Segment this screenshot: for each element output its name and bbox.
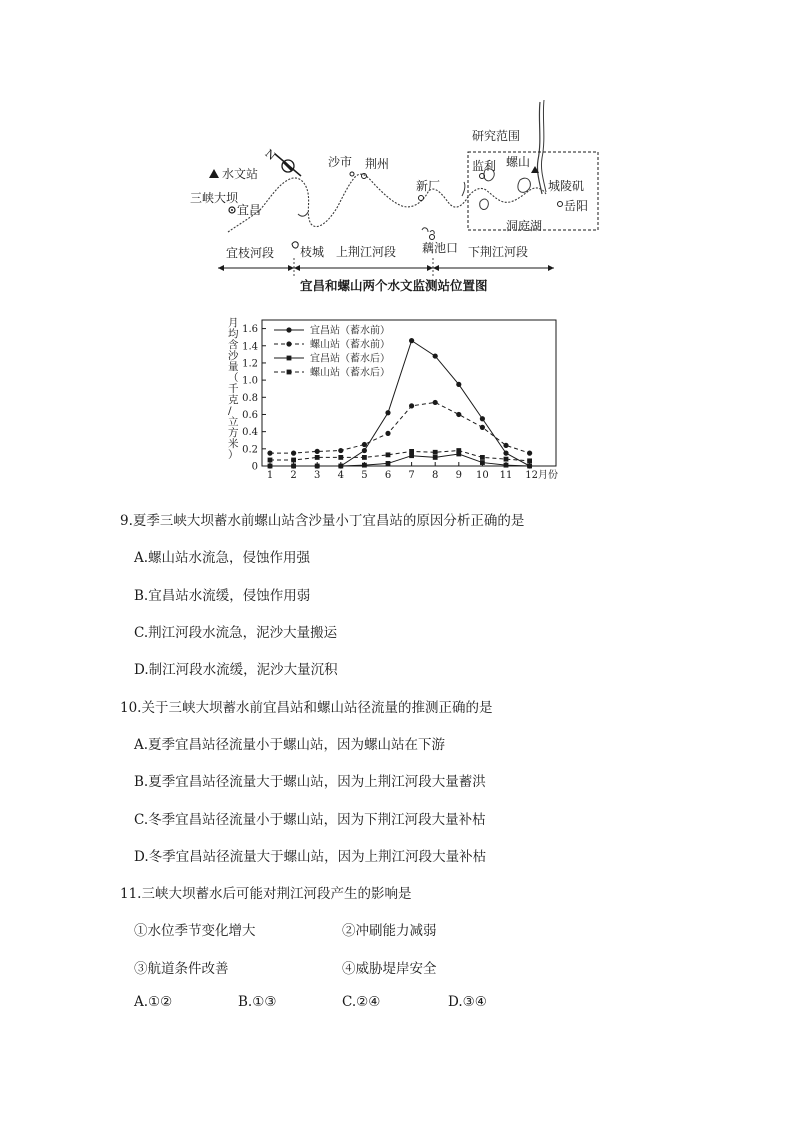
luoshan-label: 螺山 <box>506 155 531 169</box>
data-point <box>527 451 532 456</box>
yichang-label: 宜昌 <box>237 203 262 217</box>
y-tick-label: 0 <box>251 461 258 473</box>
question-11-item-4: ④威胁堤岸安全 <box>342 961 437 977</box>
data-point <box>338 464 343 469</box>
data-point <box>386 461 391 466</box>
question-11-item-3: ③航道条件改善 <box>134 961 229 977</box>
compass-icon <box>262 147 301 176</box>
y-axis-label: 月均含沙量（千克/立方米） <box>228 317 239 461</box>
data-point <box>456 448 461 453</box>
y-tick-label: 1.4 <box>242 341 258 353</box>
question-9-option-b[interactable]: B.宜昌站水流缓，侵蚀作用弱 <box>134 588 311 604</box>
station-location-map <box>180 90 589 300</box>
x-tick-label: 1 <box>266 470 274 481</box>
data-point <box>504 463 509 468</box>
station-triangle-icon <box>209 169 219 178</box>
legend-marker <box>287 370 292 375</box>
data-point <box>480 460 485 465</box>
question-11-option-b[interactable]: B.①③ <box>238 994 277 1010</box>
xinchang-label: 新厂 <box>416 179 441 193</box>
jianli-label: 监利 <box>472 159 497 173</box>
question-10-option-b[interactable]: B.夏季宜昌站径流量大于螺山站，因为上荆江河段大量蓄洪 <box>134 774 486 790</box>
dongtinghu-label: 洞庭湖 <box>506 219 543 233</box>
question-9-option-d[interactable]: D.制江河段水流缓，泥沙大量沉积 <box>134 662 338 678</box>
x-tick-label: 3 <box>314 470 321 481</box>
y-tick-label: 0.2 <box>242 444 258 456</box>
legend-marker <box>286 327 291 332</box>
data-point <box>268 464 273 469</box>
segment-axis <box>218 258 554 276</box>
question-10-option-c[interactable]: C.冬季宜昌站径流量小于螺山站，因为下荆江河段大量补枯 <box>134 812 486 828</box>
data-point <box>527 464 532 469</box>
data-point <box>480 455 485 460</box>
yueyang-label: 岳阳 <box>564 199 589 213</box>
chenglingji-label: 城陵矶 <box>548 179 585 193</box>
data-point <box>385 431 390 436</box>
x-tick-label: 5 <box>361 470 368 481</box>
data-point <box>338 448 343 453</box>
segment-yizhi-label: 宜枝河段 <box>226 246 275 260</box>
segment-lower-jingjiang-label: 下荆江河段 <box>468 245 529 259</box>
data-point <box>386 452 391 457</box>
x-tick-label: 10 <box>476 470 489 481</box>
data-point <box>433 450 438 455</box>
data-point <box>267 451 272 456</box>
zhicheng-label: 枝城 <box>300 245 325 259</box>
question-9-option-c[interactable]: C.荆江河段水流急，泥沙大量搬运 <box>134 625 338 641</box>
data-point <box>362 455 367 460</box>
legend-label: 宜昌站（蓄水前） <box>310 325 390 337</box>
x-tick-label: 4 <box>337 470 344 481</box>
data-point <box>315 455 320 460</box>
data-point <box>362 442 367 447</box>
oukou-label: 藕池口 <box>422 241 459 255</box>
data-point <box>409 338 414 343</box>
river-line <box>228 174 546 232</box>
data-point <box>433 400 438 405</box>
question-11-option-d[interactable]: D.③④ <box>448 994 487 1010</box>
svg-text:N: N <box>262 146 279 163</box>
data-point <box>291 451 296 456</box>
data-point <box>385 410 390 415</box>
question-10-option-a[interactable]: A.夏季宜昌站径流量小于螺山站，因为螺山站在下游 <box>134 737 446 753</box>
y-tick-label: 1.0 <box>242 375 258 387</box>
segment-upper-jingjiang-label: 上荆江河段 <box>336 245 397 259</box>
question-11-option-c[interactable]: C.②④ <box>342 994 381 1010</box>
y-tick-label: 0.4 <box>242 427 258 439</box>
question-10-option-d[interactable]: D.冬季宜昌站径流量大于螺山站，因为上荆江河段大量补枯 <box>134 849 487 865</box>
x-tick-label: 6 <box>384 470 392 481</box>
question-11-item-2: ②冲刷能力减弱 <box>342 923 437 939</box>
sediment-line-chart <box>214 306 574 492</box>
data-point <box>433 353 438 358</box>
question-9-stem: 9.夏季三峡大坝蓄水前螺山站含沙量小丁宜昌站的原因分析正确的是 <box>120 513 525 529</box>
dam-label: 三峡大坝 <box>190 191 239 205</box>
data-point <box>291 464 296 469</box>
x-tick-label: 7 <box>408 470 415 481</box>
legend-label: 螺山站（蓄水前） <box>310 339 390 351</box>
x-tick-label: 2 <box>290 470 297 481</box>
series-line <box>270 454 530 466</box>
plot-frame <box>262 320 556 466</box>
data-point <box>409 453 414 458</box>
jingzhou-label: 荆州 <box>365 157 390 171</box>
data-point <box>503 451 508 456</box>
data-point <box>480 416 485 421</box>
data-point <box>409 449 414 454</box>
legend-label: 宜昌站（蓄水后） <box>310 353 390 365</box>
question-11-option-a[interactable]: A.①② <box>134 994 173 1010</box>
data-point <box>504 457 509 462</box>
x-tick-label: 9 <box>455 470 462 481</box>
data-point <box>362 448 367 453</box>
data-point <box>456 382 461 387</box>
x-tick-label: 8 <box>432 470 439 481</box>
data-point <box>433 455 438 460</box>
series-line <box>270 402 530 453</box>
x-tick-label: 11 <box>499 470 513 481</box>
question-10-stem: 10.关于三峡大坝蓄水前宜昌站和螺山站径流量的推测正确的是 <box>120 700 493 716</box>
data-point <box>480 425 485 430</box>
question-11-item-1: ①水位季节变化增大 <box>134 923 256 939</box>
question-9-option-a[interactable]: A.螺山站水流急，侵蚀作用强 <box>134 550 311 566</box>
data-point <box>338 455 343 460</box>
data-point <box>362 463 367 468</box>
data-point <box>315 449 320 454</box>
legend-label: 螺山站（蓄水后） <box>310 367 390 379</box>
shashi-label: 沙市 <box>328 155 353 169</box>
data-point <box>527 458 532 463</box>
series-line <box>270 341 530 466</box>
data-point <box>503 443 508 448</box>
question-11-stem: 11.三峡大坝蓄水后可能对荆江河段产生的影响是 <box>120 886 412 902</box>
data-point <box>315 464 320 469</box>
legend-station-label: 水文站 <box>222 167 259 181</box>
data-point <box>409 403 414 408</box>
y-tick-label: 0.8 <box>242 392 258 404</box>
map-title: 宜昌和螺山两个水文监测站位置图 <box>300 278 488 293</box>
data-point <box>268 458 273 463</box>
x-tick-label: 12月份 <box>525 470 558 481</box>
data-point <box>456 412 461 417</box>
y-tick-label: 0.6 <box>242 409 258 421</box>
y-tick-label: 1.2 <box>242 358 258 370</box>
y-tick-label: 1.6 <box>242 324 258 336</box>
legend-marker <box>287 356 292 361</box>
legend-marker <box>286 341 291 346</box>
research-area-label: 研究范围 <box>472 129 521 143</box>
data-point <box>291 458 296 463</box>
